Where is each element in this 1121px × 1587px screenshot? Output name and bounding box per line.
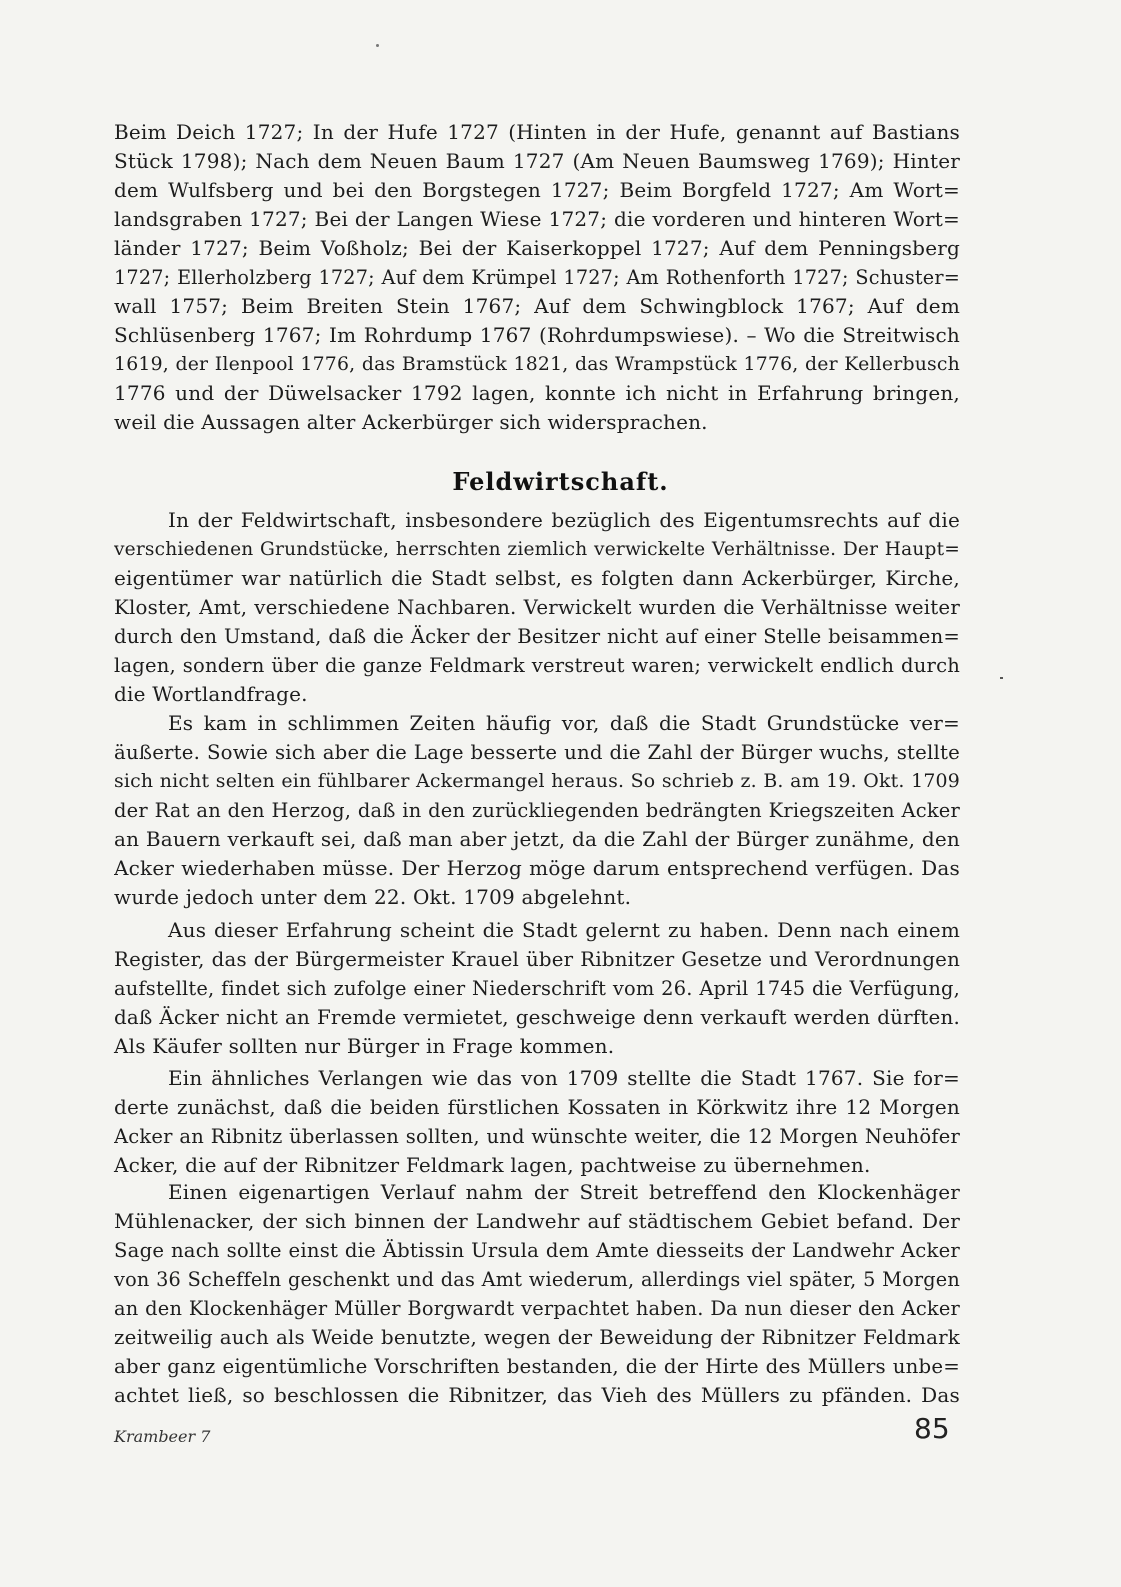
text-line: Stück 1798); Nach dem Neuen Baum 1727 (Am Neuen Baumsweg 1769); Hinter: [114, 149, 960, 173]
text-line: Acker an Ribnitz überlassen sollten, und wünschte weiter, die 12 Morgen Neuhöfer: [114, 1125, 960, 1148]
text-line: eigentümer war natürlich die Stadt selbst, es folgten dann Ackerbürger, Kirche,: [114, 566, 960, 590]
text-line: In der Feldwirtschaft, insbesondere bezüglich des Eigentumsrechts auf die: [168, 508, 960, 532]
text-line: wall 1757; Beim Breiten Stein 1767; Auf dem Schwingblock 1767; Auf dem: [114, 294, 960, 318]
section-heading: Feldwirtschaft.: [452, 467, 669, 496]
text-line: daß Äcker nicht an Fremde vermietet, geschweige denn verkauft werden dürften.: [114, 1006, 960, 1029]
page-number: 85: [914, 1412, 950, 1445]
text-line: derte zunächst, daß die beiden fürstlichen Kossaten in Körkwitz ihre 12 Morgen: [114, 1095, 960, 1119]
text-line: sich nicht selten ein fühlbarer Ackermangel heraus. So schrieb z. B. am 19. Okt. 1709: [114, 770, 960, 792]
text-line: die Wortlandfrage.: [114, 682, 308, 706]
printer-signature: Krambeer 7: [114, 1427, 211, 1446]
text-line: weil die Aussagen alter Ackerbürger sich widersprachen.: [114, 410, 708, 434]
text-line: 1776 und der Düwelsacker 1792 lagen, konnte ich nicht in Erfahrung bringen,: [114, 381, 960, 405]
text-line: achtet ließ, so beschlossen die Ribnitzer, das Vieh des Müllers zu pfänden. Das: [114, 1383, 960, 1407]
text-line: Einen eigenartigen Verlauf nahm der Streit betreffend den Klockenhäger: [168, 1180, 960, 1204]
text-line: Acker, die auf der Ribnitzer Feldmark lagen, pachtweise zu übernehmen.: [114, 1153, 871, 1177]
paper-speck: [376, 44, 379, 47]
text-line: an den Klockenhäger Müller Borgwardt verpachtet haben. Da nun dieser den Acker: [114, 1297, 960, 1320]
text-line: durch den Umstand, daß die Äcker der Besitzer nicht auf einer Stelle beisammen=: [114, 625, 960, 648]
text-line: Aus dieser Erfahrung scheint die Stadt gelernt zu haben. Denn nach einem: [168, 918, 960, 942]
text-line: landsgraben 1727; Bei der Langen Wiese 1727; die vorderen und hinteren Wort=: [114, 207, 960, 231]
paragraph-5: [114, 1178, 960, 1410]
text-line: Es kam in schlimmen Zeiten häufig vor, daß die Stadt Grundstücke ver=: [168, 711, 960, 735]
text-line: Kloster, Amt, verschiedene Nachbaren. Verwickelt wurden die Verhältnisse weiter: [114, 596, 960, 619]
text-line: 1619, der Ilenpool 1776, das Bramstück 1821, das Wrampstück 1776, der Kellerbusch: [114, 354, 960, 375]
text-line: Sage nach sollte einst die Äbtissin Ursula dem Amte diesseits der Landwehr Acker: [114, 1239, 960, 1262]
text-line: Beim Deich 1727; In der Hufe 1727 (Hinten in der Hufe, genannt auf Bastians: [114, 120, 960, 144]
text-line: lagen, sondern über die ganze Feldmark verstreut waren; verwickelt endlich durch: [114, 654, 960, 677]
text-line: zeitweilig auch als Weide benutzte, wegen der Beweidung der Ribnitzer Feldmark: [114, 1326, 960, 1349]
paragraph-3: [114, 916, 960, 1061]
text-line: von 36 Scheffeln geschenkt und das Amt wiederum, allerdings viel später, 5 Morgen: [114, 1268, 960, 1291]
paper-speck: [1000, 677, 1003, 679]
text-line: Als Käufer sollten nur Bürger in Frage kommen.: [114, 1034, 615, 1058]
text-line: an Bauern verkauft sei, daß man aber jetzt, da die Zahl der Bürger zunähme, den: [114, 827, 960, 851]
paragraph-2: [114, 709, 960, 912]
text-line: wurde jedoch unter dem 22. Okt. 1709 abgelehnt.: [114, 885, 632, 909]
text-line: äußerte. Sowie sich aber die Lage besserte und die Zahl der Bürger wuchs, stellte: [114, 741, 960, 764]
text-line: Acker wiederhaben müsse. Der Herzog möge darum entsprechend verfügen. Das: [114, 856, 960, 880]
text-line: 1727; Ellerholzberg 1727; Auf dem Krümpel 1727; Am Rothenforth 1727; Schuster=: [114, 266, 960, 289]
text-line: verschiedenen Grundstücke, herrschten ziemlich verwickelte Verhältnisse. Der Haupt=: [114, 539, 960, 560]
text-line: Ein ähnliches Verlangen wie das von 1709 stellte die Stadt 1767. Sie for=: [168, 1066, 960, 1090]
text-line: aber ganz eigentümliche Vorschriften bestanden, die der Hirte des Müllers unbe=: [114, 1355, 960, 1378]
text-line: aufstellte, findet sich zufolge einer Niederschrift vom 26. April 1745 die Verfügung,: [114, 977, 960, 1000]
text-line: dem Wulfsberg und bei den Borgstegen 1727; Beim Borgfeld 1727; Am Wort=: [114, 178, 960, 202]
paragraph-4: [114, 1064, 960, 1180]
text-line: länder 1727; Beim Voßholz; Bei der Kaiserkoppel 1727; Auf dem Penningsberg: [114, 236, 960, 260]
text-line: der Rat an den Herzog, daß in den zurückliegenden bedrängten Kriegszeiten Acker: [114, 799, 960, 822]
text-line: Mühlenacker, der sich binnen der Landwehr auf städtischem Gebiet befand. Der: [114, 1209, 960, 1233]
intro-paragraph: [114, 118, 960, 437]
text-line: Register, das der Bürgermeister Krauel über Ribnitzer Gesetze und Verordnungen: [114, 948, 960, 971]
paragraph-1: [114, 506, 960, 709]
text-line: Schlüsenberg 1767; Im Rohrdump 1767 (Rohrdumpswiese). – Wo die Streitwisch: [114, 323, 960, 347]
